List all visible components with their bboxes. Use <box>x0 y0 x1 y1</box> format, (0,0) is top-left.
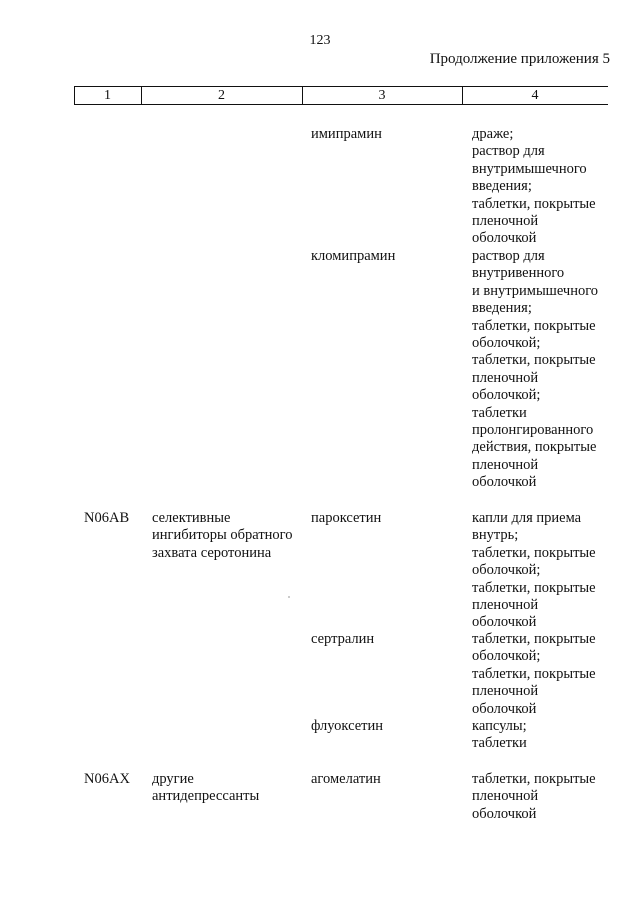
dosage-form-line: таблетки, покрытые <box>472 317 596 334</box>
dosage-form-line: оболочкой; <box>472 335 541 352</box>
dosage-form-line: оболочкой <box>472 805 537 822</box>
group-line: захвата серотонина <box>152 544 272 561</box>
column-header-2: 2 <box>218 88 225 103</box>
dosage-form-line: оболочкой; <box>472 648 541 665</box>
dosage-form-line: пленочной <box>472 788 539 805</box>
group-line: антидепрессанты <box>152 788 260 805</box>
drug-name: сертралин <box>311 631 375 647</box>
column-header-4: 4 <box>531 88 539 103</box>
dosage-forms <box>472 126 612 248</box>
dosage-form-line: пленочной <box>472 597 539 614</box>
group-line: ингибиторы обратного <box>152 527 293 544</box>
dosage-form-line: оболочкой <box>472 614 537 631</box>
dosage-form-line: пролонгированного <box>472 422 594 439</box>
dosage-form-line: оболочкой <box>472 230 537 247</box>
pharmacological-group <box>152 510 302 562</box>
dosage-form-line: таблетки, покрытые <box>472 771 596 787</box>
atc-code: N06AB <box>84 510 130 526</box>
appendix-continuation-title: Продолжение приложения 5 <box>429 51 610 67</box>
dosage-form-line: таблетки <box>472 404 527 421</box>
dosage-form-line: пленочной <box>472 683 539 700</box>
dosage-form-line: таблетки, покрытые <box>472 195 596 212</box>
dosage-forms <box>472 248 612 492</box>
dosage-form-line: оболочкой <box>472 700 537 717</box>
dosage-form-line: оболочкой; <box>472 387 541 404</box>
table-header <box>74 86 608 105</box>
dosage-forms <box>472 718 612 753</box>
dosage-form-line: таблетки <box>472 735 527 752</box>
dosage-forms <box>472 631 612 718</box>
page-number: 123 <box>309 33 331 48</box>
drug-name: имипрамин <box>311 126 382 142</box>
drug-name: кломипрамин <box>311 248 396 264</box>
dosage-form-line: таблетки, покрытые <box>472 665 596 682</box>
dosage-form-line: оболочкой; <box>472 562 541 579</box>
dosage-form-line: драже; <box>472 126 514 142</box>
dosage-form-line: пленочной <box>472 369 539 386</box>
dosage-form-line: внутривенного <box>472 265 565 282</box>
dosage-form-line: внутримышечного <box>472 160 587 177</box>
dosage-form-line: таблетки, покрытые <box>472 544 596 561</box>
dosage-form-line: капсулы; <box>472 718 527 734</box>
atc-code: N06AX <box>84 771 130 787</box>
group-line: селективные <box>152 510 231 526</box>
drug-name: агомелатин <box>311 771 381 787</box>
dosage-form-line: таблетки, покрытые <box>472 352 596 369</box>
dosage-form-line: капли для приема <box>472 510 582 526</box>
dosage-form-line: пленочной <box>472 456 539 473</box>
dosage-form-line: и внутримышечного <box>472 282 599 299</box>
dosage-form-line: действия, покрытые <box>472 439 597 456</box>
dosage-forms <box>472 510 612 632</box>
dosage-form-line: таблетки, покрытые <box>472 631 596 647</box>
dosage-form-line: введения; <box>472 300 532 317</box>
column-header-3: 3 <box>378 88 386 103</box>
dosage-form-line: оболочкой <box>472 474 537 491</box>
column-header-1: 1 <box>104 88 111 103</box>
drug-name: пароксетин <box>311 510 382 526</box>
dosage-form-line: раствор для <box>472 248 545 264</box>
dosage-form-line: внутрь; <box>472 527 519 544</box>
dosage-form-line: введения; <box>472 178 532 195</box>
pharmacological-group <box>152 771 302 806</box>
dosage-forms <box>472 771 612 823</box>
group-line: другие <box>152 771 194 787</box>
dosage-form-line: раствор для <box>472 143 545 160</box>
scan-speck <box>288 596 290 598</box>
dosage-form-line: пленочной <box>472 213 539 230</box>
dosage-form-line: таблетки, покрытые <box>472 579 596 596</box>
drug-name: флуоксетин <box>311 718 383 734</box>
